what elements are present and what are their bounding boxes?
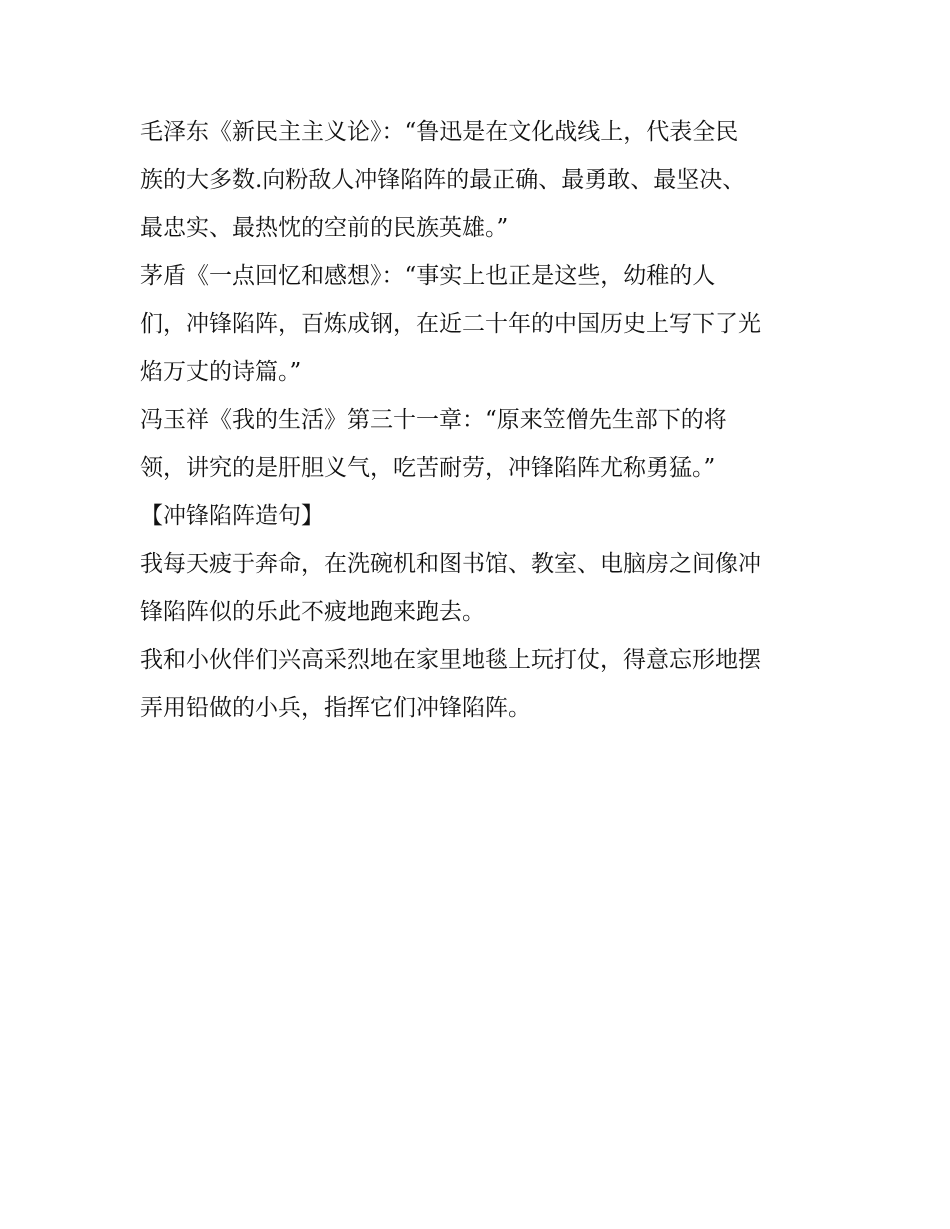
example-sentence-1-line-1: 我每天疲于奔命，在洗碗机和图书馆、教室、电脑房之间像冲 [140, 551, 761, 577]
quote-maodun-line-2: 们，冲锋陷阵，百炼成钢，在近二十年的中国历史上写下了光 [140, 311, 761, 337]
quote-mao-line-3: 最忠实、最热忱的空前的民族英雄。” [140, 215, 509, 241]
example-sentence-2-line-2: 弄用铅做的小兵，指挥它们冲锋陷阵。 [140, 695, 531, 721]
document-body [140, 108, 820, 732]
quote-feng-line-1: 冯玉祥《我的生活》第三十一章：“原来笠僧先生部下的将 [140, 407, 727, 433]
quote-maodun-line-1: 茅盾《一点回忆和感想》：“事实上也正是这些，幼稚的人 [140, 263, 716, 289]
section-heading: 【冲锋陷阵造句】 [140, 503, 324, 529]
example-sentence-2-line-1: 我和小伙伴们兴高采烈地在家里地毯上玩打仗，得意忘形地摆 [140, 647, 761, 673]
quote-mao-line-2: 族的大多数.向粉敌人冲锋陷阵的最正确、最勇敢、最坚决、 [140, 167, 746, 193]
quote-mao-line-1: 毛泽东《新民主主义论》：“鲁迅是在文化战线上，代表全民 [140, 119, 739, 145]
quote-maodun-line-3: 焰万丈的诗篇。” [140, 359, 302, 385]
example-sentence-1-line-2: 锋陷阵似的乐此不疲地跑来跑去。 [140, 599, 485, 625]
quote-feng-line-2: 领，讲究的是肝胆义气，吃苦耐劳，冲锋陷阵尤称勇猛。” [140, 455, 716, 481]
